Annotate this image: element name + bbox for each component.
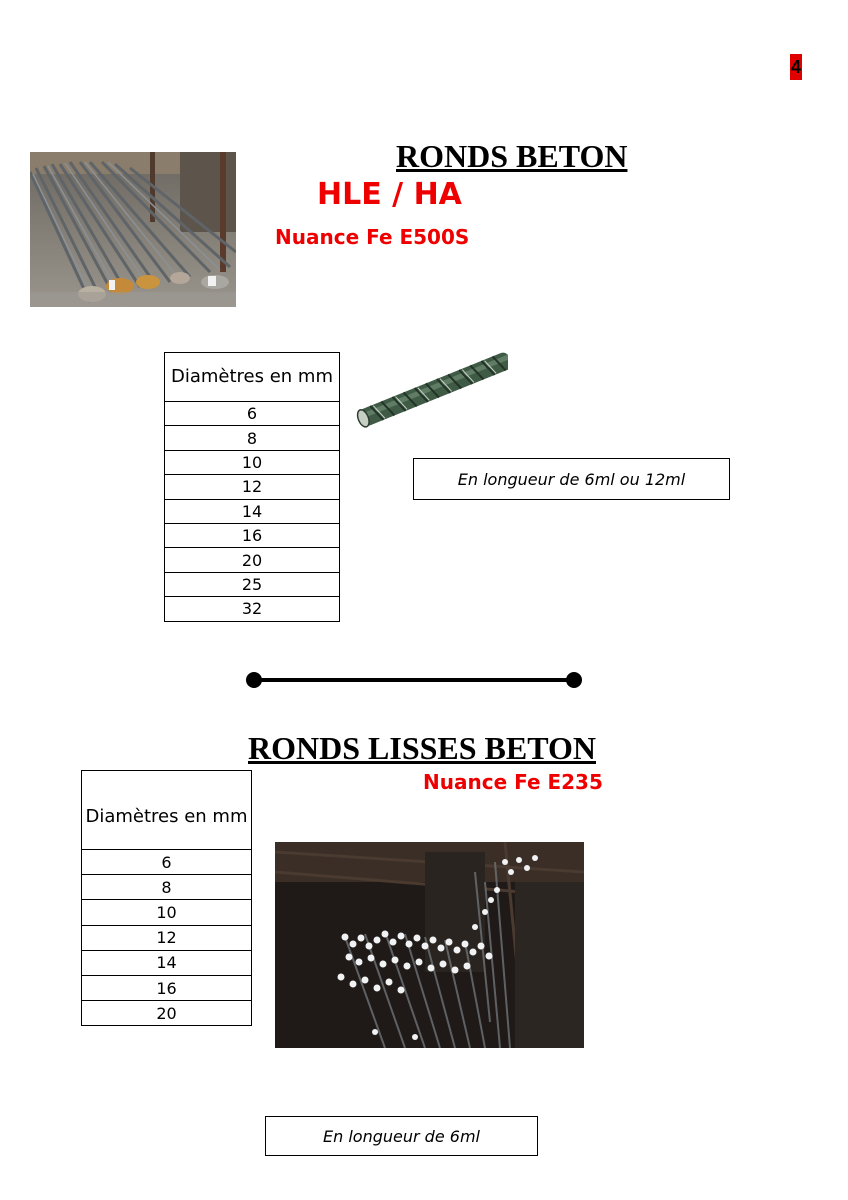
table-cell: 8 xyxy=(82,875,252,900)
table-cell: 8 xyxy=(165,426,340,450)
table-header: Diamètres en mm xyxy=(165,353,340,402)
table-cell: 20 xyxy=(165,548,340,572)
section-divider xyxy=(242,668,586,692)
smooth-bars-photo xyxy=(275,842,584,1048)
diameters-table-ha xyxy=(164,352,340,622)
page-number: 4 xyxy=(790,54,802,80)
table-cell: 20 xyxy=(82,1001,252,1026)
table-cell: 12 xyxy=(165,475,340,499)
table-cell: 6 xyxy=(165,402,340,426)
table-cell: 12 xyxy=(82,925,252,950)
table-cell: 25 xyxy=(165,572,340,596)
rebar-bundles-photo xyxy=(30,152,236,307)
ribbed-bar-photo xyxy=(354,346,508,436)
table-cell: 14 xyxy=(165,499,340,523)
table-cell: 10 xyxy=(82,900,252,925)
table-cell: 16 xyxy=(82,975,252,1000)
table-cell: 16 xyxy=(165,523,340,547)
length-note-box: En longueur de 6ml ou 12ml xyxy=(413,458,730,500)
table-cell: 14 xyxy=(82,950,252,975)
table-cell: 10 xyxy=(165,450,340,474)
section1-grade: Nuance Fe E500S xyxy=(275,225,470,249)
section2-title: RONDS LISSES BETON xyxy=(248,730,596,766)
table-cell: 6 xyxy=(82,850,252,875)
table-header: Diamètres en mm xyxy=(82,771,252,850)
section1-subtitle: HLE / HA xyxy=(317,177,462,212)
table-cell: 32 xyxy=(165,597,340,621)
section2-grade: Nuance Fe E235 xyxy=(423,770,603,794)
diameters-table-smooth xyxy=(81,770,252,1026)
section1-title: RONDS BETON xyxy=(396,138,628,174)
length-note-box: En longueur de 6ml xyxy=(265,1116,538,1156)
